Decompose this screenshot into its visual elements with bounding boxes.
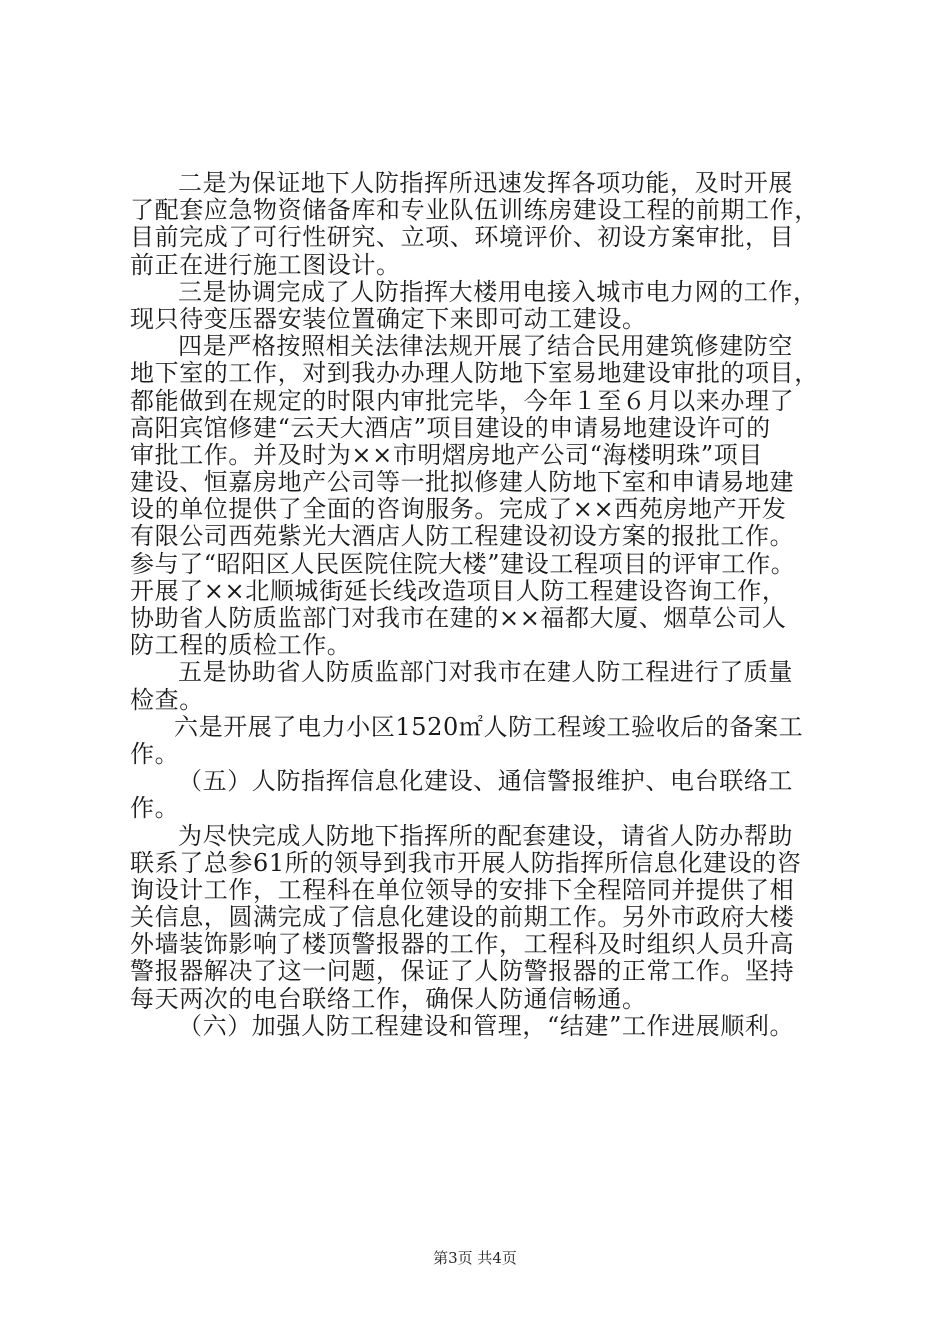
paragraph-line: 联系了总参61所的领导到我市开展人防指挥所信息化建设的咨 <box>130 848 802 877</box>
paragraph-line: 外墙装饰影响了楼顶警报器的工作，工程科及时组织人员升高 <box>130 930 795 959</box>
paragraph-line: 检查。 <box>130 685 204 714</box>
paragraph-line: 四是严格按照相关法律法规开展了结合民用建筑修建防空 <box>178 332 793 361</box>
paragraph-line: 防工程的质检工作。 <box>130 631 352 660</box>
paragraph-line: 高阳宾馆修建“云天大酒店”项目建设的申请易地建设许可的 <box>130 413 771 442</box>
paragraph-line: 目前完成了可行性研究、立项、环境评价、初设方案审批，目 <box>130 223 795 252</box>
paragraph-line: 询设计工作，工程科在单位领导的安排下全程陪同并提供了相 <box>130 875 795 904</box>
paragraph-line: 警报器解决了这一问题，保证了人防警报器的正常工作。坚持 <box>130 957 795 986</box>
paragraph-line: 设的单位提供了全面的咨询服务。完成了××西苑房地产开发 <box>130 495 787 524</box>
paragraph-line: 现只待变压器安装位置确定下来即可动工建设。 <box>130 304 647 333</box>
page-footer <box>0 1248 950 1268</box>
section-heading-line: （五）人防指挥信息化建设、通信警报维护、电台联络工 <box>178 767 793 796</box>
paragraph-line: 都能做到在规定的时限内审批完毕，今年１至６月以来办理了 <box>130 386 795 415</box>
paragraph-line: 协助省人防质监部门对我市在建的××福都大厦、烟草公司人 <box>130 604 787 632</box>
section-heading-line: 作。 <box>130 794 180 823</box>
paragraph-line: 二是为保证地下人防指挥所迅速发挥各项功能，及时开展 <box>178 169 793 197</box>
paragraph-line: 前正在进行施工图设计。 <box>130 250 401 279</box>
paragraph-line: 有限公司西苑紫光大酒店人防工程建设初设方案的报批工作。 <box>130 522 795 551</box>
paragraph-line: 了配套应急物资储备库和专业队伍训练房建设工程的前期工作， <box>130 196 819 225</box>
paragraph-line: 关信息，圆满完成了信息化建设的前期工作。另外市政府大楼 <box>130 903 795 932</box>
paragraph-line: 为尽快完成人防地下指挥所的配套建设，请省人防办帮助 <box>178 821 793 850</box>
paragraph-line: 审批工作。并及时为××市明熠房地产公司“海楼明珠”项目 <box>130 440 763 469</box>
paragraph-line: 每天两次的电台联络工作，确保人防通信畅通。 <box>130 984 647 1013</box>
paragraph-line: 六是开展了电力小区1520㎡人防工程竣工验收后的备案工 <box>174 712 804 741</box>
paragraph-line: 三是协调完成了人防指挥大楼用电接入城市电力网的工作， <box>178 277 818 306</box>
page-number-label: 第3页 共4页 <box>433 1249 517 1267</box>
paragraph-line: 作。 <box>130 739 180 768</box>
section-heading-line: （六）加强人防工程建设和管理，“结建”工作进展顺利。 <box>178 1011 795 1040</box>
paragraph-line: 参与了“昭阳区人民医院住院大楼”建设工程项目的评审工作。 <box>130 549 796 578</box>
paragraph-line: 建设、恒嘉房地产公司等一批拟修建人防地下室和申请易地建 <box>130 468 795 497</box>
paragraph-line: 开展了××北顺城街延长线改造项目人防工程建设咨询工作， <box>130 576 787 605</box>
document-body <box>130 170 845 1040</box>
paragraph-line: 五是协助省人防质监部门对我市在建人防工程进行了质量 <box>178 658 793 687</box>
paragraph-line: 地下室的工作，对到我办办理人防地下室易地建设审批的项目， <box>130 359 819 388</box>
